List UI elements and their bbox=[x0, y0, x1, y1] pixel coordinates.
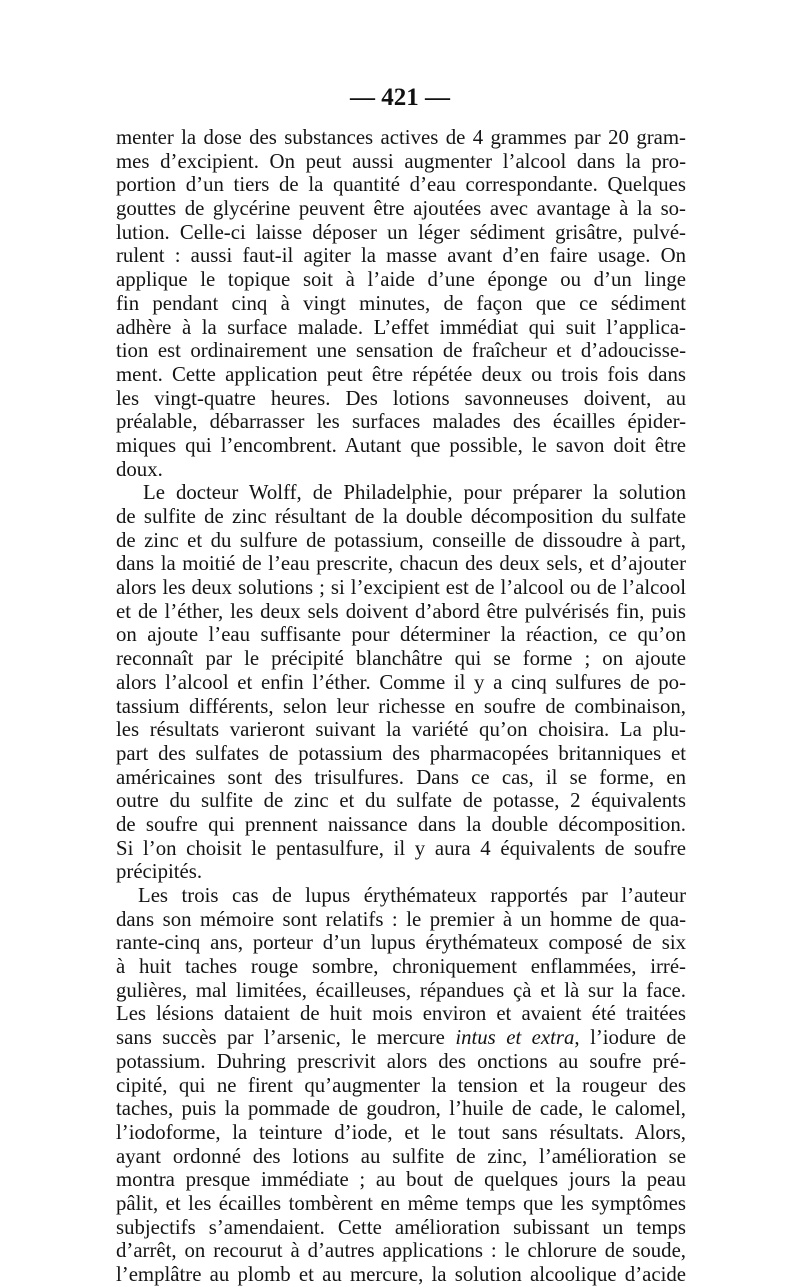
text-line: tion est ordinairement une sensation de fraîcheur et d’adoucisse- bbox=[116, 339, 686, 363]
text-line: alors les deux solutions ; si l’excipient est de l’alcool ou de l’alcool bbox=[116, 576, 686, 600]
text-line: ayant ordonné des lotions au sulfite de zinc, l’amélioration se bbox=[116, 1144, 686, 1168]
text-fragment: , l’iodure de bbox=[574, 1026, 686, 1050]
page-number: — 421 — bbox=[350, 84, 450, 111]
text-line: ment. Cette application peut être répétée deux ou trois fois dans bbox=[116, 362, 686, 386]
text-line: précipités. bbox=[116, 860, 203, 884]
text-line: dans la moitié de l’eau prescrite, chacun des deux sels, et d’ajouter bbox=[116, 552, 686, 576]
text-line: fin pendant cinq à vingt minutes, de façon que ce sédiment bbox=[116, 291, 686, 315]
text-line: doux. bbox=[116, 457, 163, 481]
text-line: Si l’on choisit le pentasulfure, il y aura 4 équivalents de soufre bbox=[116, 836, 686, 860]
text-line: pâlit, et les écailles tombèrent en même temps que les symptômes bbox=[116, 1191, 686, 1215]
text-line: les vingt-quatre heures. Des lotions savonneuses doivent, au bbox=[116, 386, 686, 410]
text-line: subjectifs s’amendaient. Cette amélioration subissant un temps bbox=[116, 1215, 686, 1239]
text-line: applique le topique soit à l’aide d’une éponge ou d’un linge bbox=[116, 268, 686, 292]
text-line: gouttes de glycérine peuvent être ajoutées avec avantage à la so- bbox=[116, 197, 686, 221]
text-line: les résultats varieront suivant la variété qu’on choisira. La plu- bbox=[116, 718, 686, 742]
text-line: montra presque immédiate ; au bout de quelques jours la peau bbox=[116, 1168, 686, 1192]
text-line: à huit taches rouge sombre, chroniquement enflammées, irré- bbox=[116, 955, 686, 979]
text-line: et de l’éther, les deux sels doivent d’abord être pulvérisés fin, puis bbox=[116, 599, 686, 623]
text-line: taches, puis la pommade de goudron, l’huile de cade, le calomel, bbox=[116, 1097, 686, 1121]
text-line: de soufre qui prennent naissance dans la double décomposition. bbox=[116, 812, 686, 836]
text-line: l’iodoforme, la teinture d’iode, et le tout sans résultats. Alors, bbox=[116, 1120, 686, 1144]
text-line-with-italic bbox=[116, 1026, 686, 1050]
italic-phrase: intus et extra bbox=[455, 1026, 575, 1050]
text-line: gulières, mal limitées, écailleuses, répandues çà et là sur la face. bbox=[116, 978, 686, 1002]
text-line: l’emplâtre au plomb et au mercure, la solution alcoolique d’acide bbox=[116, 1263, 686, 1286]
text-line: de sulfite de zinc résultant de la double décomposition du sulfate bbox=[116, 505, 686, 528]
body-text bbox=[116, 126, 686, 1287]
text-fragment: sans succès par l’arsenic, le mercure bbox=[116, 1026, 456, 1050]
text-line: adhère à la surface malade. L’effet immédiat qui suit l’applica- bbox=[116, 315, 686, 339]
text-line: lution. Celle-ci laisse déposer un léger sédiment grisâtre, pulvé- bbox=[116, 220, 686, 244]
text-line: part des sulfates de potassium des pharmacopées britanniques et bbox=[116, 741, 686, 765]
text-line: outre du sulfite de zinc et du sulfate de potasse, 2 équivalents bbox=[116, 789, 686, 813]
paragraph-start: Les trois cas de lupus érythémateux rapportés par l’auteur bbox=[138, 884, 686, 907]
text-line: de zinc et du sulfure de potassium, conseille de dissoudre à part, bbox=[116, 528, 686, 552]
text-line: préalable, débarrasser les surfaces malades des écailles épider- bbox=[116, 410, 686, 434]
paragraph-start: Le docteur Wolff, de Philadelphie, pour préparer la solution bbox=[143, 481, 686, 505]
text-line: mes d’excipient. On peut aussi augmenter l’alcool dans la pro- bbox=[116, 149, 686, 173]
text-line: portion d’un tiers de la quantité d’eau correspondante. Quelques bbox=[116, 173, 686, 197]
text-line: alors l’alcool et enfin l’éther. Comme il y a cinq sulfures de po- bbox=[116, 670, 686, 694]
text-line: américaines sont des trisulfures. Dans ce cas, il se forme, en bbox=[116, 765, 686, 789]
text-line: tassium différents, selon leur richesse en soufre de combinaison, bbox=[116, 694, 686, 718]
text-line: cipité, qui ne firent qu’augmenter la tension et la rougeur des bbox=[116, 1073, 686, 1097]
text-line: Les lésions dataient de huit mois environ et avaient été traitées bbox=[116, 1002, 686, 1026]
text-line: rante-cinq ans, porteur d’un lupus érythémateux composé de six bbox=[116, 931, 686, 955]
text-line: miques qui l’encombrent. Autant que possible, le savon doit être bbox=[116, 433, 686, 457]
text-line: d’arrêt, on recourut à d’autres applications : le chlorure de soude, bbox=[116, 1239, 686, 1263]
text-line: dans son mémoire sont relatifs : le premier à un homme de qua- bbox=[116, 907, 686, 931]
text-line: on ajoute l’eau suffisante pour déterminer la réaction, ce qu’on bbox=[116, 623, 686, 647]
text-line: rulent : aussi faut-il agiter la masse avant d’en faire usage. On bbox=[116, 244, 686, 268]
text-line: menter la dose des substances actives de 4 grammes par 20 gram- bbox=[116, 126, 686, 149]
text-line: reconnaît par le précipité blanchâtre qui se forme ; on ajoute bbox=[116, 647, 686, 671]
text-line: potassium. Duhring prescrivit alors des onctions au soufre pré- bbox=[116, 1049, 686, 1073]
